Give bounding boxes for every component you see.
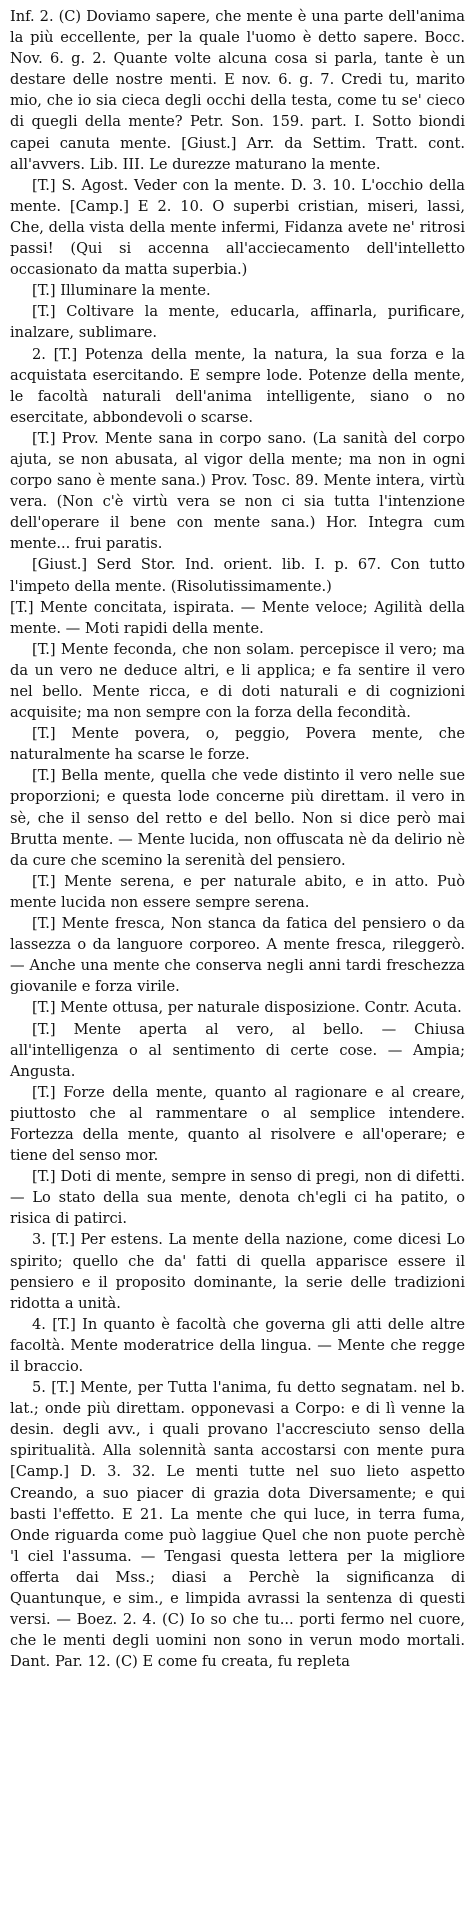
paragraph-17: [T.] Doti di mente, sempre in senso di pregi, non di difetti. — Lo stato della sua mente, denota ch'egli ci ha patito, o risica di patirci. [10,1168,465,1228]
paragraph-4: [T.] Coltivare la mente, educarla, affinarla, purificare, inalzare, sublimare. [10,303,465,342]
paragraph-18: 3. [T.] Per estens. La mente della nazione, come dicesi Lo spirito; quello che da' fatti di quella apparisce essere il pensiero e il proposito dominante, la serie delle tradizioni ridotta a unità. [10,1231,465,1312]
paragraph-9: [T.] Mente feconda, che non solam. percepisce il vero; ma da un vero ne deduce altri, e li applica; e fa sentire il vero nel bello. Mente ricca, e di doti naturali e di cognizioni acquisite; ma non sempre con la forza della fecondità. [10,640,465,722]
paragraph-11: [T.] Bella mente, quella che vede distinto il vero nelle sue proporzioni; e questa lode concerne più direttam. il vero in sè, che il senso del retto e del bello. Non si dice però mai Brutta mente. — Mente lucida, non offuscata nè da delirio nè da cure che scemino la serenità del pensiero. [10,767,465,869]
paragraph-10: [T.] Mente povera, o, peggio, Povera mente, che naturalmente ha scarse le forze. [10,725,465,764]
paragraph-19: 4. [T.] In quanto è facoltà che governa gli atti delle altre facoltà. Mente moderatrice della lingua. — Mente che regge il braccio. [10,1315,465,1375]
paragraph-3: [T.] Illuminare la mente. [32,282,211,300]
paragraph-15: [T.] Mente aperta al vero, al bello. — Chiusa all'intelligenza o al sentimento di certe cose. — Ampia; Angusta. [10,1020,465,1080]
paragraph-12: [T.] Mente serena, e per naturale abito, e in atto. Può mente lucida non essere sempre serena. [10,872,465,911]
paragraph-1: Inf. 2. (C) Doviamo sapere, che mente è una parte dell'anima la più eccellente, per la quale l'uomo è detto sapere. Bocc. Nov. 6. g. 2. Quante volte alcuna cosa si parla, tante è un destare delle nostre menti. E nov. 6. g. 7. Credi tu, marito mio, che io sia cieca degli occhi della testa, come tu se' cieco di quegli della mente? Petr. Son. 159. part. I. Sotto biondi capei canuta mente. [Giust.] Arr. da Settim. Tratt. cont. all'avvers. Lib. III. Le durezze maturano la mente. [10,8,465,173]
paragraph-6: [T.] Prov. Mente sana in corpo sano. (La sanità del corpo ajuta, se non abusata, al vigor della mente; ma non in ogni corpo sano è mente sana.) Prov. Tosc. 89. Mente intera, virtù vera. (Non c'è virtù vera se non ci sia tutta l'intenzione dell'operare il bene con mente sana.) Hor. Integra cum mente... frui paratis. [10,429,465,553]
paragraph-2: [T.] S. Agost. Veder con la mente. D. 3. 10. L'occhio della mente. [Camp.] E 2. 10. O superbi cristian, miseri, lassi, Che, della vista della mente infermi, Fidanza avete ne' ritrosi passi! (Qui si accenna all'acciecamento dell'intelletto occasionato da matta superbia.) [10,176,465,279]
paragraph-7: [Giust.] Serd Stor. Ind. orient. lib. I. p. 67. Con tutto l'impeto della mente. (Risolutissimamente.) [10,556,465,595]
paragraph-20: 5. [T.] Mente, per Tutta l'anima, fu detto segnatam. nel b. lat.; onde più direttam. opponevasi a Corpo: e di lì venne la desin. degli avv., i quali provano l'accresciuto senso della spiritualità. Alla solennità santa accostarsi con mente pura [Camp.] D. 3. 32. Le menti tutte nel suo lieto aspetto Creando, a suo piacer di grazia dota Diversamente; e qui basti l'effetto. E 21. La mente che qui luce, in terra fuma, Onde riguarda come può laggiue Quel che non puote perchè 'l ciel l'assuma. — Tengasi questa lettera per la migliore offerta dai Mss.; diasi a Perchè la significanza di Quantunque, e sim., e limpida avrassi la sentenza di questi versi. — Boez. 2. 4. (C) Io so che tu... porti fermo nel cuore, che le menti degli uomini non sono in verun modo mortali. Dant. Par. 12. (C) E come fu creata, fu repleta [10,1379,465,1671]
paragraph-8: [T.] Mente concitata, ispirata. — Mente veloce; Agilità della mente. — Moti rapidi della mente. [10,598,465,637]
paragraph-13: [T.] Mente fresca, Non stanca da fatica del pensiero o da lassezza o da languore corporeo. A mente fresca, rileggerò. — Anche una mente che conserva negli anni tardi freschezza giovanile e forza virile. [10,915,465,996]
paragraph-14: [T.] Mente ottusa, per naturale disposizione. Contr. Acuta. [32,999,462,1017]
paragraph-5: 2. [T.] Potenza della mente, la natura, la sua forza e la acquistata esercitando. E sempre lode. Potenze della mente, le facoltà naturali dell'anima intelligente, siano o no esercitate, abbondevoli o scarse. [10,345,465,426]
paragraph-16: [T.] Forze della mente, quanto al ragionare e al creare, piuttosto che al rammentare o al semplice intendere. Fortezza della mente, quanto al risolvere e all'operare; e tiene del senso mor. [10,1083,465,1165]
